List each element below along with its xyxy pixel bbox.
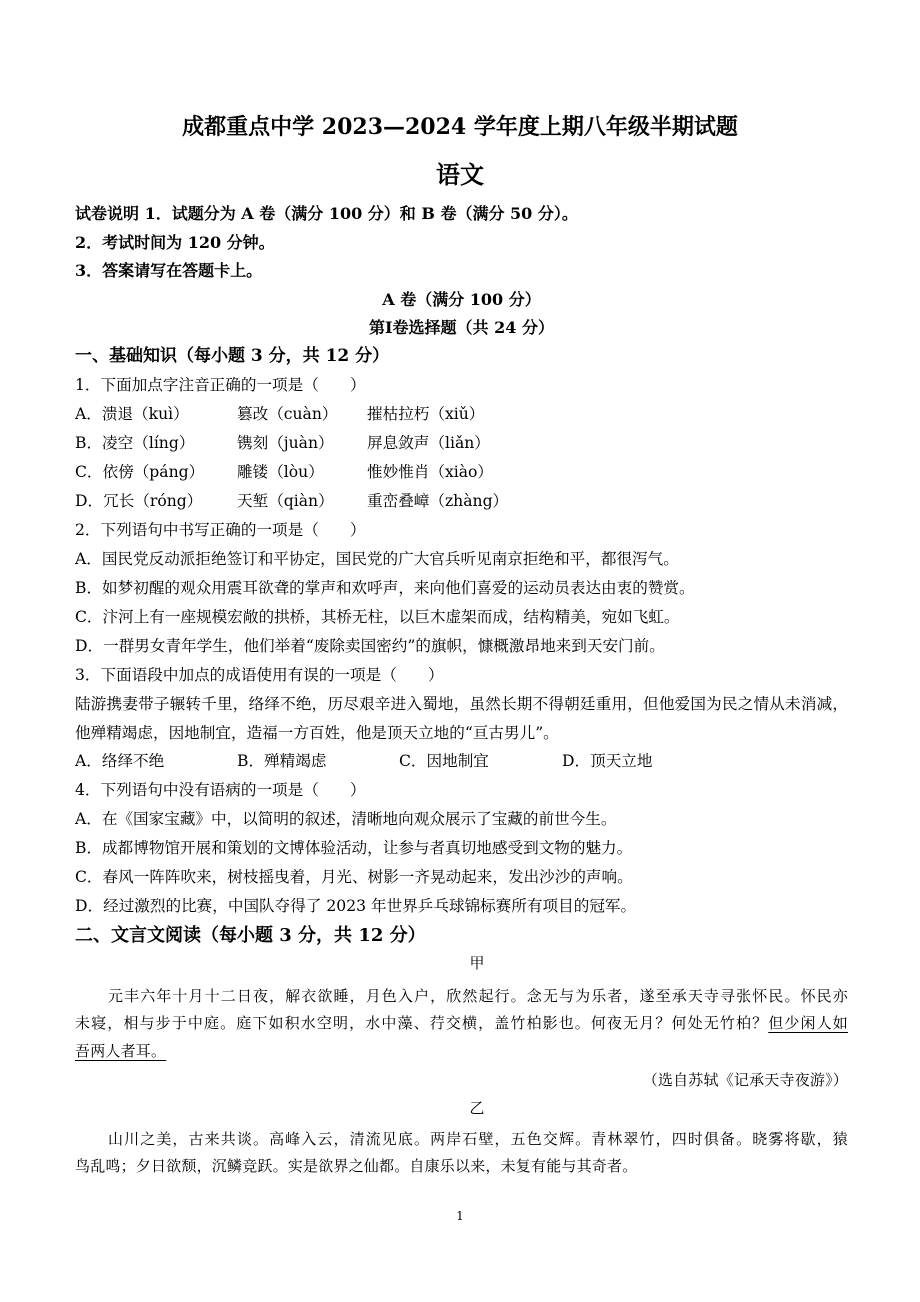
subject-title: 语文 [436,160,484,189]
passage-jia-underlined-2: 吾两人者耳。 [75,1042,167,1060]
paper-a-title: A 卷（满分 100 分） [382,290,541,309]
q1-option-a [75,400,848,429]
section1-heading: 一、基础知识（每小题 3 分，共 12 分） [75,346,390,366]
q1-c-item-2: 雕镂（lòu） [237,463,324,481]
passage-jia-line-1: 元丰六年十月十二日夜，解衣欲睡，月色入户，欣然起行。念无与为乐者，遂至承天寺寻张怀民。怀民亦 [108,987,848,1005]
q1-b-item-1: B．凌空（líng） [75,434,195,452]
q4-option-b: B．成都博物馆开展和策划的文博体验活动，让参与者真切地感受到文物的魅力。 [75,839,633,857]
q1-a-item-1: A．溃退（kuì） [75,405,189,423]
q1-d-item-1: D．冗长（róng） [75,492,203,510]
q3-passage-line-2: 他殚精竭虑，因地制宜，造福一方百姓，他是顶天立地的“亘古男儿”。 [75,724,559,742]
q4-option-c: C．春风一阵阵吹来，树枝摇曳着，月光、树影一齐晃动起来，发出沙沙的声响。 [75,868,633,886]
q1-a-item-3: 摧枯拉朽（xiǔ） [367,405,485,423]
instruction-line-1: 试卷说明 1．试题分为 A 卷（满分 100 分）和 B 卷（满分 50 分）。 [75,204,578,223]
passage-jia-underlined-1: 但少闲人如 [768,1014,848,1032]
q1-d-item-2: 天堑（qiàn） [237,492,334,510]
q2-option-d: D．一群男女青年学生，他们举着“废除卖国密约”的旗帜，慷概激昂地来到天安门前。 [75,637,665,655]
q4-option-a: A．在《国家宝藏》中，以简明的叙述，清晰地向观众展示了宝藏的前世今生。 [75,810,617,828]
q3-option-b: B．殚精竭虑 [237,752,327,770]
passage-jia-line-2 [75,1009,848,1038]
q3-option-d: D．顶天立地 [562,752,653,770]
passage-yi-line-1: 山川之美，古来共谈。高峰入云，清流见底。两岸石壁，五色交辉。青林翠竹，四时俱备。晓雾将歇，猿 [108,1130,848,1148]
q1-a-item-2: 篡改（cuàn） [237,405,338,423]
q3-options [75,747,848,776]
passage-yi-line-2: 鸟乱鸣；夕日欲颓，沉鳞竞跃。实是欲界之仙都。自康乐以来，未复有能与其奇者。 [75,1157,638,1175]
instruction-line-2: 2．考试时间为 120 分钟。 [75,233,275,252]
part1-title: 第I卷选择题（共 24 分） [369,318,554,337]
q1-option-c [75,458,848,487]
passage-yi-label: 乙 [469,1099,485,1117]
q4-stem: 4．下列语句中没有语病的一项是（ ） [75,781,366,799]
q2-stem: 2．下列语句中书写正确的一项是（ ） [75,521,366,539]
q1-b-item-3: 屏息敛声（liǎn） [367,434,490,452]
q4-option-d: D．经过激烈的比赛，中国队夺得了 2023 年世界乒乓球锦标赛所有项目的冠军。 [75,897,637,915]
instruction-line-3: 3．答案请写在答题卡上。 [75,261,263,280]
q1-option-d [75,487,848,516]
exam-title: 成都重点中学 2023—2024 学年度上期八年级半期试题 [182,114,738,140]
q3-stem: 3．下面语段中加点的成语使用有误的一项是（ ） [75,666,444,684]
q1-c-item-1: C．依傍（páng） [75,463,205,481]
q1-stem: 1．下面加点字注音正确的一项是（ ） [75,376,366,394]
q3-option-c: C．因地制宜 [399,752,489,770]
q1-option-b [75,429,848,458]
page-number: 1 [456,1209,464,1223]
q2-option-b: B．如梦初醒的观众用震耳欲聋的掌声和欢呼声，来向他们喜爱的运动员表达由衷的赞赏。 [75,579,695,597]
q3-passage-line-1: 陆游携妻带子辗转千里，络绎不绝，历尽艰辛进入蜀地，虽然长期不得朝廷重用，但他爱国为民之情从未消减， [75,695,848,713]
q1-d-item-3: 重峦叠嶂（zhàng） [367,492,509,510]
q2-option-c: C．汴河上有一座规模宏敞的拱桥，其桥无柱，以巨木虚架而成，结构精美，宛如飞虹。 [75,608,680,626]
passage-jia-label: 甲 [469,954,485,972]
passage-jia-line-2-text: 未寝，相与步于中庭。庭下如积水空明，水中藻、荇交横，盖竹柏影也。何夜无月？何处无竹柏？ [75,1014,769,1032]
passage-jia-line-3 [75,1037,848,1066]
q1-c-item-3: 惟妙惟肖（xiào） [367,463,494,481]
q2-option-a: A．国民党反动派拒绝签订和平协定，国民党的广大官兵听见南京拒绝和平，都很泻气。 [75,550,679,568]
q3-option-a: A．络绎不绝 [75,752,165,770]
q1-b-item-2: 镌刻（juàn） [237,434,334,452]
section2-heading: 二、文言文阅读（每小题 3 分，共 12 分） [75,925,426,946]
passage-jia-source: （选自苏轼《记承天寺夜游》） [642,1071,848,1089]
